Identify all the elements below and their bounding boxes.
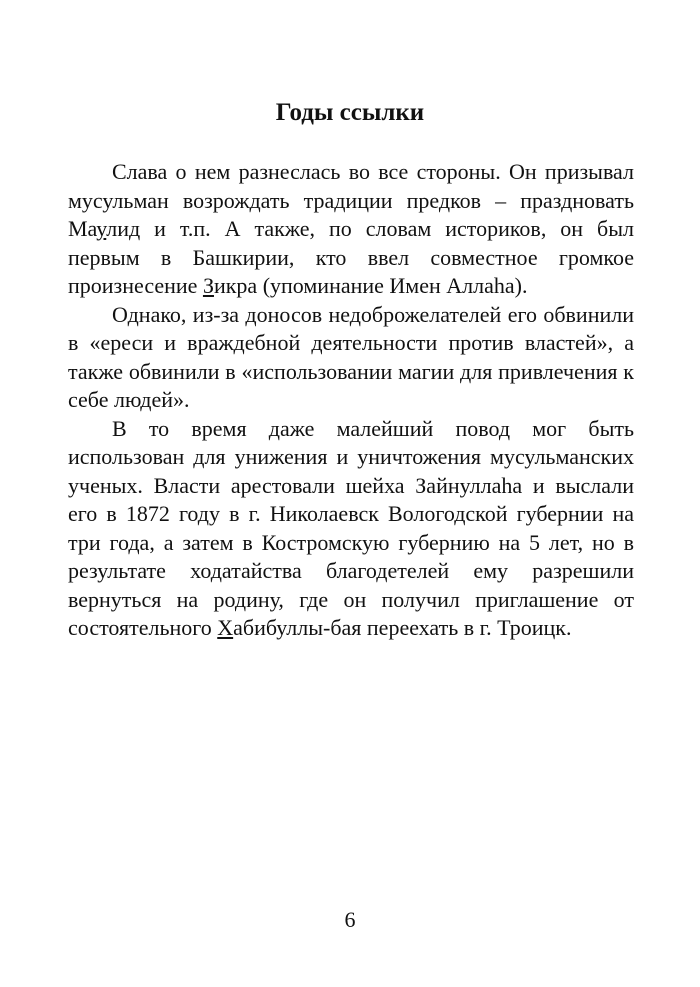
- page-number: 6: [344, 907, 356, 932]
- paragraph-1-text-c: икра (упоминание Имен Аллаhа).: [213, 273, 528, 298]
- paragraph-1: [68, 158, 634, 301]
- paragraph-3-text-a: В то время даже малейший повод мог быть использован для унижения и уничтожения мусульманских ученых. Власти арестовали шейха Зайнуллаhа и выслали его в 1872 году в г. Николаевск Вологодской губернии на три года, а затем в Костромскую губернию на 5 лет, но в результате ходатайства благодетелей ему разрешили вернуться на родину, где он получил приглашение от состоятельного: [68, 415, 634, 640]
- page-title: Годы ссылки: [275, 99, 425, 126]
- paragraph-1-text-a: Слава о нем разнеслась во все стороны. Он призывал мусульман возрождать традиции предков – праздновать Ма: [68, 159, 634, 241]
- underlined-letter: Х: [217, 615, 234, 640]
- paragraph-3-text-b: абибуллы-бая переехать в г. Троицк.: [233, 615, 572, 640]
- paragraph-2: [68, 301, 634, 415]
- body-text: [68, 158, 634, 643]
- paragraph-2-text: Однако, из-за доносов недоброжелателей его обвинили в «ереси и враждебной деятельности против властей», а также обвинили в «использовании магии для привлечения к себе людей».: [68, 301, 634, 412]
- paragraph-3: [68, 415, 634, 643]
- underlined-letter: у: [96, 216, 107, 241]
- underlined-letter: З: [202, 273, 214, 298]
- paragraph-1-text-b: лид и т.п. А также, по словам историков, он был первым в Башкирии, кто ввел совместное громкое произнесение: [68, 216, 634, 298]
